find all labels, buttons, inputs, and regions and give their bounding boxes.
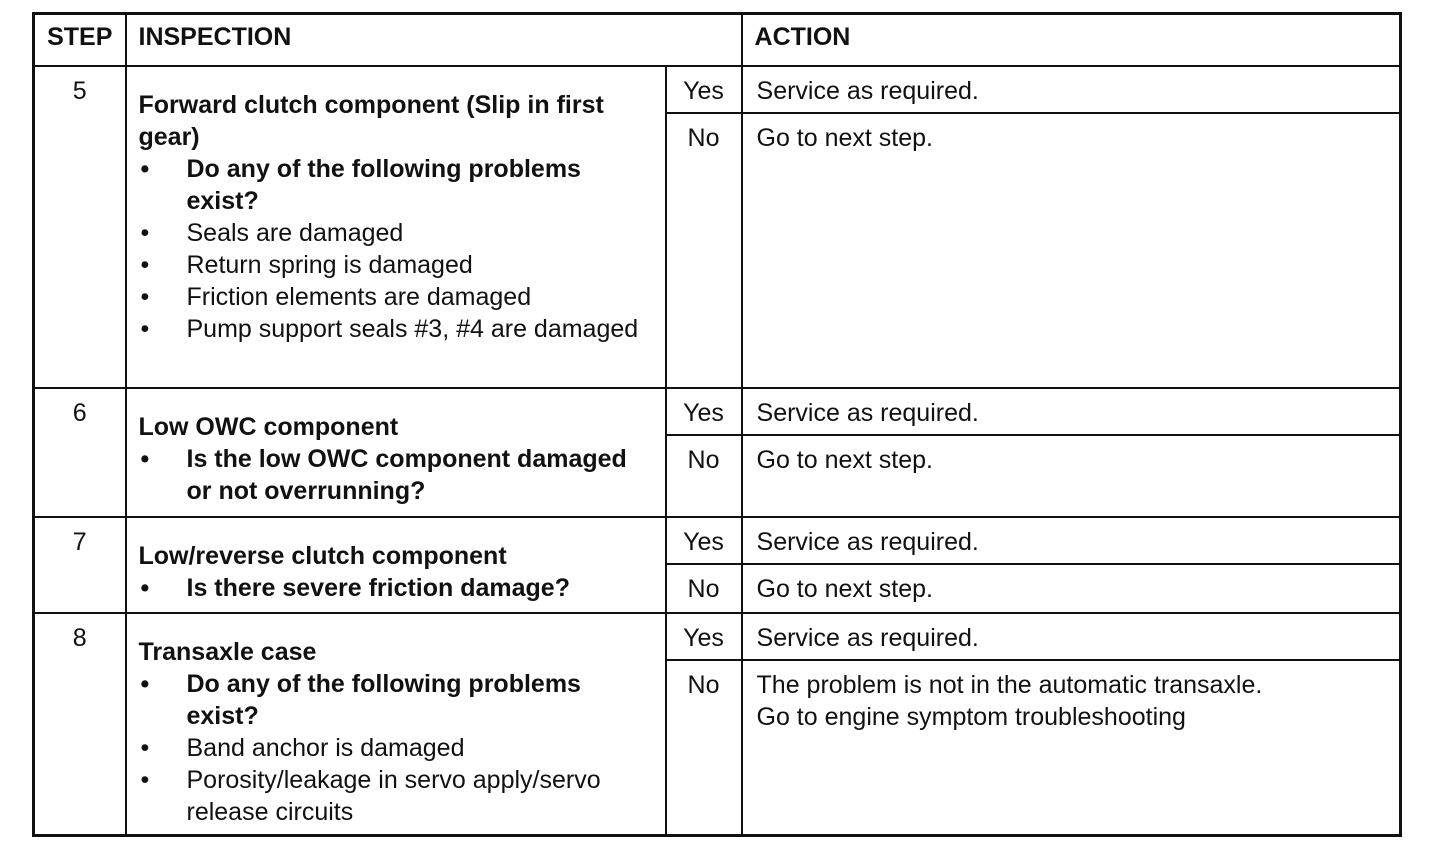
- no-action: [742, 113, 1401, 388]
- table-row: [34, 517, 1401, 564]
- inspection-item: • Friction elements are damaged: [139, 281, 653, 313]
- no-action: [742, 564, 1401, 613]
- inspection-cell: [126, 517, 666, 613]
- inspection-title: Low/reverse clutch component: [138, 542, 507, 570]
- yes-action: Service as required.: [742, 613, 1401, 660]
- no-action-line: Go to next step.: [756, 124, 934, 152]
- table-row: [34, 388, 1401, 435]
- no-action: [742, 660, 1401, 835]
- no-label: No: [666, 564, 742, 613]
- yes-action: Service as required.: [742, 388, 1401, 435]
- action-header: ACTION: [742, 14, 1401, 67]
- step-header: STEP: [34, 14, 126, 67]
- no-label: No: [666, 660, 742, 835]
- step-number: 7: [34, 517, 126, 613]
- inspection-list: [139, 153, 653, 345]
- no-action-line: Go to engine symptom troubleshooting: [756, 703, 1186, 731]
- yes-label: Yes: [666, 388, 742, 435]
- yes-label: Yes: [666, 66, 742, 113]
- no-action-line: Go to next step.: [756, 575, 934, 603]
- inspection-list: [139, 668, 653, 828]
- inspection-title: Transaxle case: [138, 638, 317, 666]
- inspection-title: Forward clutch component (Slip in first gear): [138, 91, 604, 151]
- inspection-item: • Seals are damaged: [139, 217, 653, 249]
- step-number: 8: [34, 613, 126, 835]
- no-action-line: Go to next step.: [756, 446, 934, 474]
- inspection-cell: [126, 613, 666, 835]
- yes-action: Service as required.: [742, 66, 1401, 113]
- inspection-list: [139, 572, 653, 604]
- inspection-title: Low OWC component: [138, 413, 399, 441]
- inspection-list: [139, 443, 653, 507]
- yes-label: Yes: [666, 613, 742, 660]
- no-action: [742, 435, 1401, 517]
- no-label: No: [666, 435, 742, 517]
- inspection-item: • Porosity/leakage in servo apply/servo release circuits: [139, 764, 653, 828]
- inspection-header: INSPECTION: [126, 14, 742, 67]
- no-action-line: The problem is not in the automatic transaxle.: [756, 671, 1263, 699]
- inspection-item: • Pump support seals #3, #4 are damaged: [139, 313, 653, 345]
- table-row: [34, 613, 1401, 660]
- yes-label: Yes: [666, 517, 742, 564]
- inspection-cell: [126, 388, 666, 517]
- step-number: 6: [34, 388, 126, 517]
- inspection-cell: [126, 66, 666, 388]
- inspection-item: • Band anchor is damaged: [139, 732, 653, 764]
- inspection-question: • Is the low OWC component damaged or not overrunning?: [139, 443, 653, 507]
- yes-action: Service as required.: [742, 517, 1401, 564]
- inspection-question: • Do any of the following problems exist?: [139, 153, 653, 217]
- inspection-question: • Do any of the following problems exist?: [139, 668, 653, 732]
- table-row: [34, 66, 1401, 113]
- header-row: [34, 14, 1401, 67]
- table-body: [34, 66, 1401, 835]
- inspection-table: [32, 12, 1402, 837]
- no-label: No: [666, 113, 742, 388]
- step-number: 5: [34, 66, 126, 388]
- inspection-item: • Return spring is damaged: [139, 249, 653, 281]
- inspection-question: • Is there severe friction damage?: [139, 572, 653, 604]
